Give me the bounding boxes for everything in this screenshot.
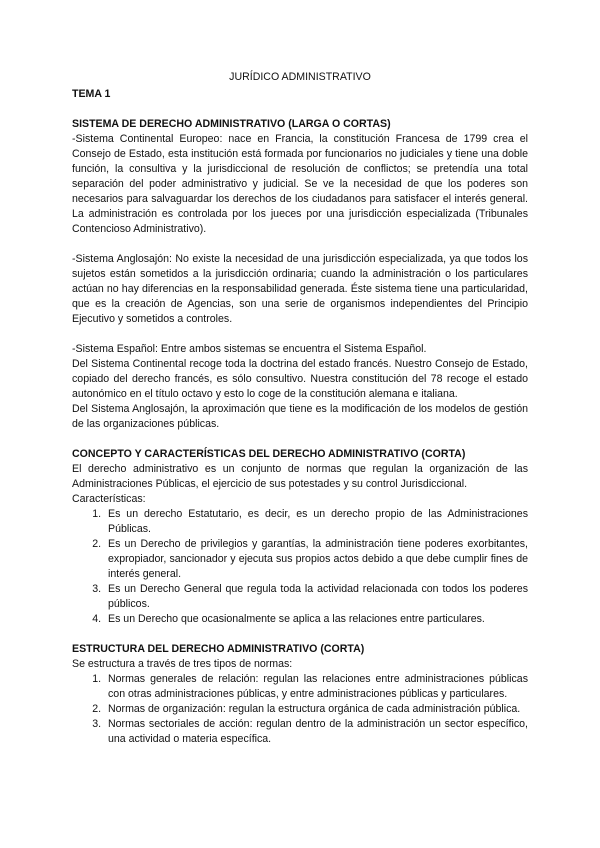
paragraph-anglosajon: -Sistema Anglosajón: No existe la necesidad de una jurisdicción especializada, ya que todos los sujetos están sometidos a la jurisdicción ordinaria; cuando la administración o los particulares actúan no hay diferencias en la responsabilidad generada. Éste sistema tiene una particularidad, que es la creación de Agencias, son una serie de organismos independientes del Principio Ejecutivo y sometidos a controles. (72, 253, 528, 325)
tema-heading: TEMA 1 (72, 88, 111, 100)
paragraph-espanol: -Sistema Español: Entre ambos sistemas se encuentra el Sistema Español. (72, 343, 427, 355)
section-heading-sistema: SISTEMA DE DERECHO ADMINISTRATIVO (LARGA O CORTAS) (72, 118, 391, 130)
list-item: 2. Es un Derecho de privilegios y garantías, la administración tiene poderes exorbitantes, expropiador, sancionador y ejecuta sus propios actos debido a que debe cumplir fines de interés general. (104, 537, 528, 582)
list-item: 3. Es un Derecho General que regula toda la actividad relacionada con todos los poderes públicos. (104, 582, 528, 612)
caracteristicas-list (72, 507, 528, 627)
document-page (72, 70, 528, 747)
list-item: 4. Es un Derecho que ocasionalmente se aplica a las relaciones entre particulares. (104, 612, 528, 627)
paragraph-continental-recoge: Del Sistema Continental recoge toda la doctrina del estado francés. Nuestro Consejo de Estado, copiado del derecho francés, es sólo consultivo. Nuestra constitución del 78 recoge el estado autonómico en el título octavo y esto lo coge de la constitución alemana e italiana. (72, 358, 528, 400)
normas-list (72, 672, 528, 747)
section-heading-estructura: ESTRUCTURA DEL DERECHO ADMINISTRATIVO (CORTA) (72, 643, 365, 655)
paragraph-definicion: El derecho administrativo es un conjunto de normas que regulan la organización de las Administraciones Públicas, el ejercicio de sus potestades y su control Jurisdiccional. (72, 463, 528, 490)
paragraph-continental: -Sistema Continental Europeo: nace en Francia, la constitución Francesa de 1799 crea el Consejo de Estado, esta institución está formada por funcionarios no judiciales y tiene una doble función, la consultiva y la jurisdiccional de resolución de conflictos; se pretendía una total separación del poder administrativo y judicial. Se ve la necesidad de que los poderes son necesarios para salvaguardar los derechos de los ciudadanos para satisfacer el interés general. La administración es controlada por los jueces por una jurisdicción especializada (Tribunales Contencioso Administrativo). (72, 133, 528, 235)
list-item: 1. Es un derecho Estatutario, es decir, es un derecho propio de las Administraciones Públicas. (104, 507, 528, 537)
paragraph-anglosajon-aproximacion: Del Sistema Anglosajón, la aproximación que tiene es la modificación de los modelos de gestión de las organizaciones públicas. (72, 403, 528, 430)
list-item: 2. Normas de organización: regulan la estructura orgánica de cada administración pública. (104, 702, 528, 717)
caracteristicas-label: Características: (72, 493, 146, 505)
document-title: JURÍDICO ADMINISTRATIVO (229, 71, 371, 83)
list-item: 3. Normas sectoriales de acción: regulan dentro de la administración un sector específico, una actividad o materia específica. (104, 717, 528, 747)
list-item: 1. Normas generales de relación: regulan las relaciones entre administraciones públicas con otras administraciones públicas, y entre administraciones públicas y particulares. (104, 672, 528, 702)
section-heading-concepto: CONCEPTO Y CARACTERÍSTICAS DEL DERECHO ADMINISTRATIVO (CORTA) (72, 448, 466, 460)
paragraph-estructura-intro: Se estructura a través de tres tipos de normas: (72, 658, 293, 670)
